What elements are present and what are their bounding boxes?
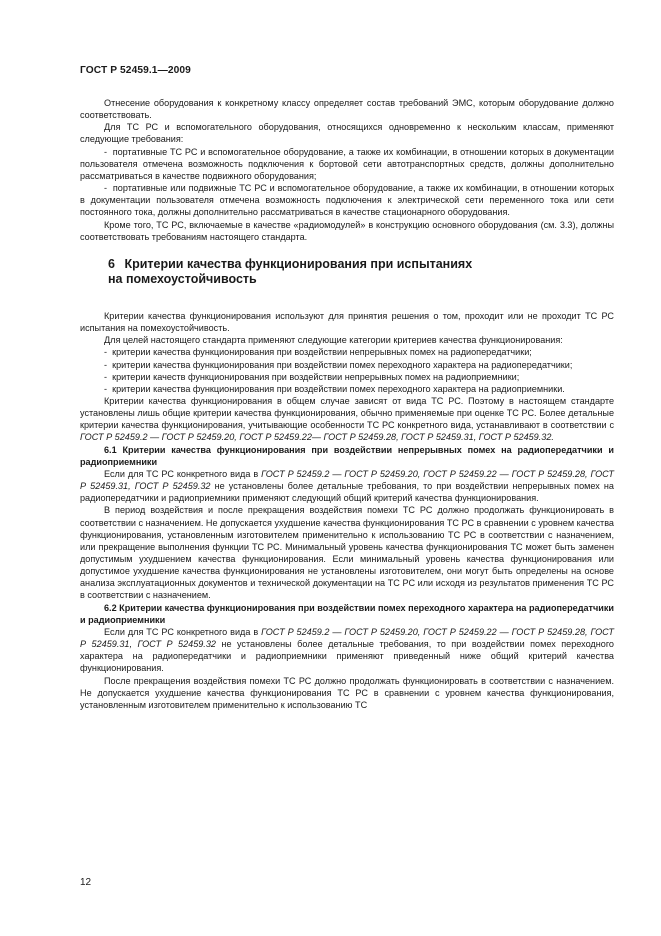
intro-paragraph-3: Кроме того, ТС РС, включаемые в качестве «радиомодулей» в конструкцию основного оборудования (см. 3.3), должны соответствовать требованиям настоящего стандарта. bbox=[80, 219, 614, 242]
section-6-bullet-2: - критерии качества функционирования при воздействии помех переходного характера на радиопередатчики; bbox=[104, 359, 573, 370]
subsection-6-2-paragraph-2: После прекращения воздействия помехи ТС РС должно продолжать функционировать в соответствии с назначением. Не допускается ухудшение качества функционирования ТС РС в сравнении с уровнем качества функционирования, установленным изготовителем применительно к использованию ТС bbox=[80, 675, 614, 710]
intro-bullet-2-text: портативные или подвижные ТС РС и вспомогательное оборудование, а также их комбинации, в отношении которых в документации пользователя отмечена возможность подключения к электрической сети переменного тока или сети постоянного тока, должны дополнительно рассматриваться в качестве стационарного оборудования. bbox=[80, 183, 614, 218]
section-6-bullet-4: - критерии качества функционирования при воздействии помех переходного характера на радиоприемники. bbox=[104, 383, 565, 394]
document-header: ГОСТ Р 52459.1—2009 bbox=[80, 65, 191, 76]
section-6-bullet-4-text: критерии качества функционирования при воздействии помех переходного характера на радиоприемники. bbox=[112, 383, 565, 394]
section-6-paragraph-2: Для целей настоящего стандарта применяют следующие категории критериев качества функционирования: bbox=[104, 335, 563, 346]
intro-paragraph-2: Для ТС РС и вспомогательного оборудования, относящихся одновременно к нескольким классам, применяют следующие требования: bbox=[80, 122, 614, 145]
subsection-6-2-p1-refs: ГОСТ Р 52459.2 — ГОСТ Р 52459.20, ГОСТ Р 52459.22 — ГОСТ Р 52459.28, ГОСТ Р 52459.31, ГОСТ Р 52459.32 bbox=[80, 626, 614, 650]
page-number: 12 bbox=[80, 877, 92, 888]
section-6-bullet-3-text: критерии качеств функционирования при воздействии непрерывных помех на радиоприемники; bbox=[112, 371, 520, 382]
subsection-6-1-paragraph-2: В период воздействия и после прекращения воздействия помехи ТС РС должно продолжать функционировать в соответствии с назначением. Не допускается ухудшение качества функционирования ТС РС в сравнении с уровнем качества функционирования, установленным изготовителем применительно к использованию ТС РС в соответствии с назначением, или прекращение выполнения функции ТС РС. Минимальный уровень качества функционирования ТС может быть заменен допустимым ухудшением качества функционирования. Если минимальный уровень качества функционирования или допустимое ухудшение качества функционирования не установлены изготовителем, они могут быть определены на основе анализа эксплуатационных документов и технической документации на ТС РС или исходя из результатов применения ТС РС в соответствии с назначением. bbox=[80, 505, 614, 601]
page-body bbox=[80, 97, 614, 711]
subsection-6-2-paragraph-1 bbox=[80, 626, 614, 675]
intro-bullet-1-text: портативные ТС РС и вспомогательное оборудование, а также их комбинации, в отношении которых в документации пользователя отмечена возможность подключения к бортовой сети автотранспортных средств, должны дополнительно рассматриваться в качестве подвижного оборудования; bbox=[80, 146, 614, 181]
subsection-6-2-p1-end: не установлены более детальные требования, то при воздействии помех переходного характера на радиопередатчики и радиоприемники применяют приведенный ниже общий критерий качества функционирования. bbox=[80, 639, 614, 674]
subsection-6-1-p1-start: Если для ТС РС конкретного вида в bbox=[104, 468, 262, 479]
section-6-paragraph-3 bbox=[80, 395, 614, 444]
section-6-bullet-3: - критерии качеств функционирования при воздействии непрерывных помех на радиоприемники; bbox=[104, 371, 520, 382]
section-6-number: 6 bbox=[108, 256, 115, 271]
section-6-title-line-1: Критерии качества функционирования при испытаниях bbox=[124, 256, 473, 271]
section-6-heading bbox=[80, 257, 614, 288]
subsection-6-1-p1-end: не установлены более детальные требования, то при воздействии непрерывных помех на радиопередатчики и радиоприемники применяют следующий общий критерий качества функционирования. bbox=[80, 481, 614, 504]
subsection-6-1-paragraph-1 bbox=[80, 468, 614, 504]
section-6-bullet-1: - критерии качества функционирования при воздействии непрерывных помех на радиопередатчики; bbox=[104, 347, 532, 358]
subsection-6-2-title: 6.2 Критерии качества функционирования при воздействии помех переходного характера на радиопередатчики и радиоприемники bbox=[80, 602, 614, 625]
subsection-6-1-title: 6.1 Критерии качества функционирования при воздействии непрерывных помех на радиопередатчики и радиоприемники bbox=[80, 444, 614, 467]
section-6-bullet-2-text: критерии качества функционирования при воздействии помех переходного характера на радиопередатчики; bbox=[112, 359, 573, 370]
section-6-paragraph-1: Критерии качества функционирования используют для принятия решения о том, проходит или не проходит ТС РС испытания на помехоустойчивость. bbox=[80, 310, 614, 334]
section-6-title-line-2: на помехоустойчивость bbox=[108, 272, 257, 287]
section-6-paragraph-3-text: Критерии качества функционирования в общем случае зависят от вида ТС РС. Поэтому в настоящем стандарте установлены лишь общие критерии качества функционирования, обычно применяемые при оценке ТС РС. Более детальные критерии качества функционирования, учитывающие особенности ТС РС конкретного вида, устанавливают в соответствии с bbox=[80, 395, 614, 431]
intro-bullet-2: - портативные или подвижные ТС РС и вспомогательное оборудование, а также их комбинации, в отношении которых в документации пользователя отмечена возможность подключения к электрической сети переменного тока или сети постоянного тока, должны дополнительно рассматриваться в качестве стационарного оборудования. bbox=[80, 183, 614, 218]
subsection-6-1-p1-refs: ГОСТ Р 52459.2 — ГОСТ Р 52459.20, ГОСТ Р 52459.22 — ГОСТ Р 52459.28, ГОСТ Р 52459.31, ГОСТ Р 52459.32 bbox=[80, 468, 614, 492]
subsection-6-2-p1-start: Если для ТС РС конкретного вида в bbox=[104, 626, 262, 637]
section-6-bullet-1-text: критерии качества функционирования при воздействии непрерывных помех на радиопередатчики; bbox=[112, 347, 532, 358]
intro-bullet-1: - портативные ТС РС и вспомогательное оборудование, а также их комбинации, в отношении которых в документации пользователя отмечена возможность подключения к бортовой сети автотранспортных средств, должны дополнительно рассматриваться в качестве подвижного оборудования; bbox=[80, 146, 614, 181]
intro-paragraph-1: Отнесение оборудования к конкретному классу определяет состав требований ЭМС, которым оборудование должно соответствовать. bbox=[80, 98, 614, 121]
section-6-paragraph-3-refs: ГОСТ Р 52459.2 — ГОСТ Р 52459.20, ГОСТ Р 52459.22— ГОСТ Р 52459.28, ГОСТ Р 52459.31, ГОСТ Р 52459.32. bbox=[80, 432, 554, 443]
